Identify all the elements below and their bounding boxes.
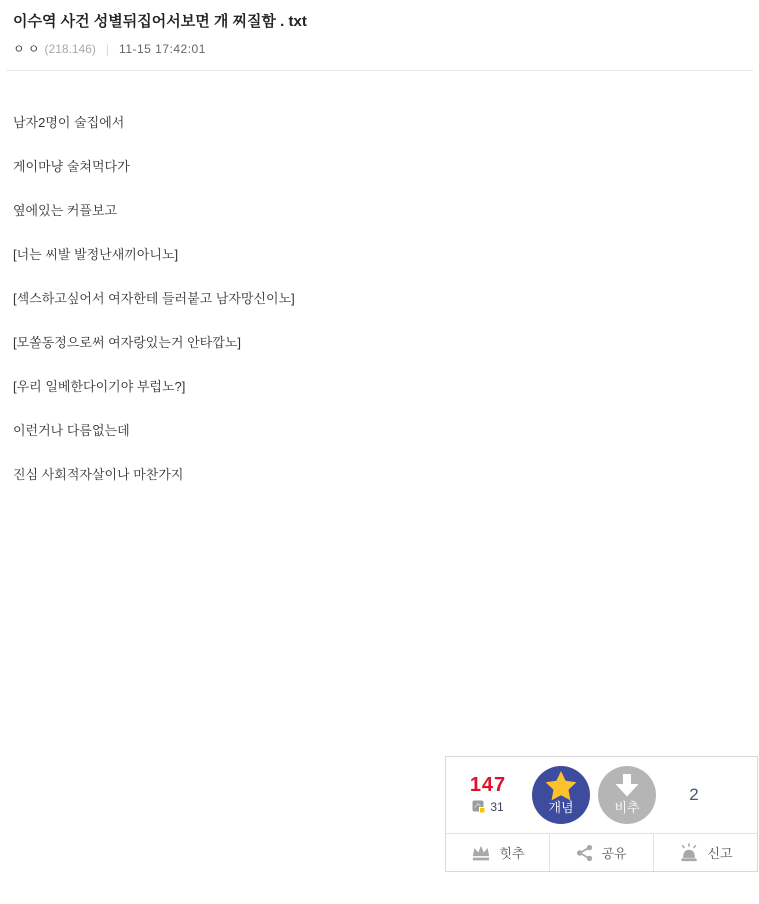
- post-header: [6, 0, 753, 71]
- report-button-label: 신고: [707, 846, 733, 861]
- recommend-button[interactable]: [532, 766, 590, 824]
- recommend-count: 147: [469, 773, 507, 796]
- hit-button-label: 힛추: [499, 846, 525, 861]
- body-paragraph: [모쏠동정으로써 여자랑있는거 안타깝노]: [13, 335, 241, 350]
- hit-button[interactable]: [446, 834, 549, 871]
- vote-top-section: [446, 757, 757, 833]
- external-share-icon: [472, 800, 486, 814]
- crown-icon: [470, 844, 492, 862]
- body-paragraph: 진심 사회적자살이나 마찬가지: [13, 467, 184, 482]
- vote-stats: [446, 774, 530, 819]
- body-paragraph: [우리 일베한다이기야 부럽노?]: [13, 379, 186, 394]
- post-body: [0, 71, 759, 483]
- body-paragraph: [너는 씨발 발정난새끼아니노]: [13, 247, 179, 262]
- report-button[interactable]: [653, 834, 757, 871]
- external-share-count: 31: [490, 799, 504, 814]
- not-recommend-button-label: 비추: [614, 800, 640, 815]
- not-recommend-button[interactable]: [598, 766, 656, 824]
- post-timestamp: 11-15 17:42:01: [119, 41, 206, 56]
- post-title: 이수역 사건 성별뒤집어서보면 개 찌질함 . txt: [13, 13, 307, 30]
- external-share-stat: [472, 800, 503, 814]
- body-paragraph: 옆에있는 커플보고: [13, 203, 118, 218]
- author-name[interactable]: ㅇ ㅇ: [13, 42, 40, 56]
- body-paragraph: 게이마냥 술쳐먹다가: [13, 159, 130, 174]
- meta-divider: |: [105, 41, 110, 56]
- vote-actions-bar: [446, 833, 757, 871]
- body-paragraph: 이런거나 다름없는데: [13, 423, 130, 438]
- body-paragraph: 남자2명이 술집에서: [13, 115, 125, 130]
- share-button[interactable]: [549, 834, 653, 871]
- share-icon: [576, 844, 594, 862]
- siren-icon: [678, 843, 700, 862]
- author-ip: (218.146): [44, 41, 96, 56]
- body-paragraph: [섹스하고싶어서 여자한테 들러붙고 남자망신이노]: [13, 291, 295, 306]
- not-recommend-count: 2: [689, 785, 699, 804]
- recommend-button-label: 개념: [548, 800, 574, 815]
- share-button-label: 공유: [601, 846, 627, 861]
- down-arrow-icon: [614, 774, 640, 797]
- vote-panel: [445, 756, 758, 872]
- post-meta: [13, 40, 746, 57]
